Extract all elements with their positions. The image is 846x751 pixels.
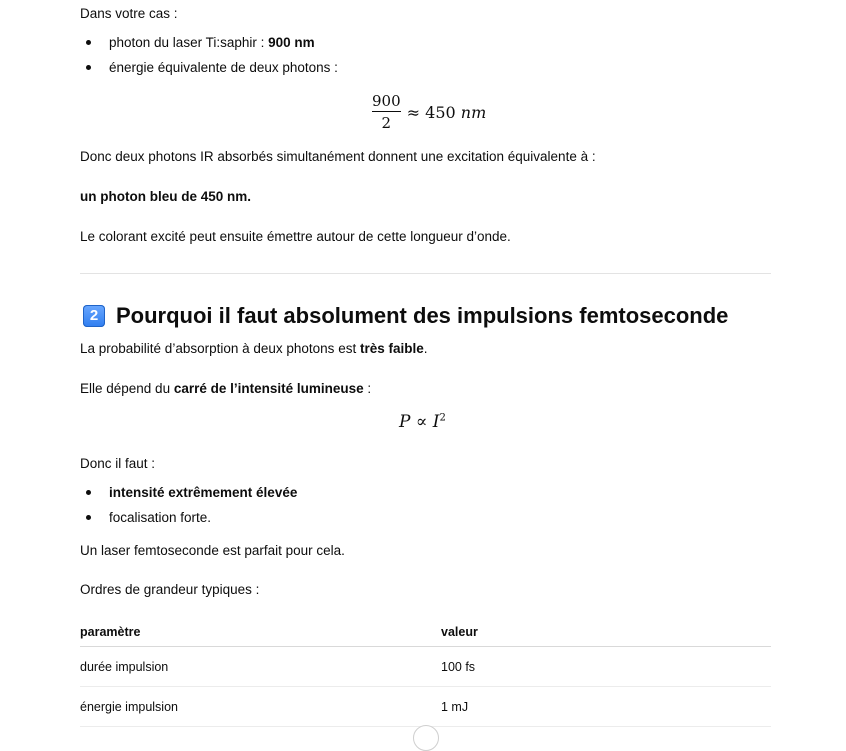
table-cell: 100 fs: [441, 647, 771, 687]
column-header-valeur: valeur: [441, 617, 771, 647]
keycap-2-icon: 2: [83, 305, 105, 327]
table-row: [80, 687, 771, 727]
equation-energy: $\frac{900}{2}$ ≈ 450 nm: [372, 92, 487, 132]
parameters-table: [80, 617, 771, 727]
table-header-row: [80, 617, 771, 647]
column-header-parametre: paramètre: [80, 617, 441, 647]
probability-text: La probabilité d’absorption à deux photons est très faible.: [80, 341, 428, 356]
list-item: énergie équivalente de deux photons :: [80, 55, 338, 80]
ordres-text: Ordres de grandeur typiques :: [80, 582, 260, 597]
list-item: focalisation forte.: [80, 505, 297, 530]
list-item: photon du laser Ti:saphir : 900 nm: [80, 30, 338, 55]
section-title: Pourquoi il faut absolument des impulsions femtoseconde: [116, 303, 729, 328]
section-heading: [83, 302, 728, 330]
equation-proportional: $P \propto I^2$: [399, 412, 446, 432]
bullet-list-laser: [80, 30, 338, 80]
donc-faut-text: Donc il faut :: [80, 456, 156, 471]
fraction: $\frac{900}{2}$: [372, 92, 401, 132]
scroll-down-button[interactable]: [413, 725, 439, 751]
bullet-list-requirements: [80, 480, 297, 530]
bold-photon-text: un photon bleu de 450 nm.: [80, 189, 252, 204]
list-item: intensité extrêmement élevée: [80, 480, 297, 505]
colorant-text: Le colorant excité peut ensuite émettre autour de cette longueur d’onde.: [80, 229, 511, 244]
section-divider: [80, 273, 771, 274]
depend-text: Elle dépend du carré de l’intensité lumineuse :: [80, 381, 372, 396]
table-cell: énergie impulsion: [80, 687, 441, 727]
laser-text: Un laser femtoseconde est parfait pour cela.: [80, 543, 345, 558]
table-cell: durée impulsion: [80, 647, 441, 687]
intro-text: Dans votre cas :: [80, 6, 178, 21]
table-cell: 1 mJ: [441, 687, 771, 727]
table-row: [80, 647, 771, 687]
donc-text: Donc deux photons IR absorbés simultanément donnent une excitation équivalente à :: [80, 149, 596, 164]
